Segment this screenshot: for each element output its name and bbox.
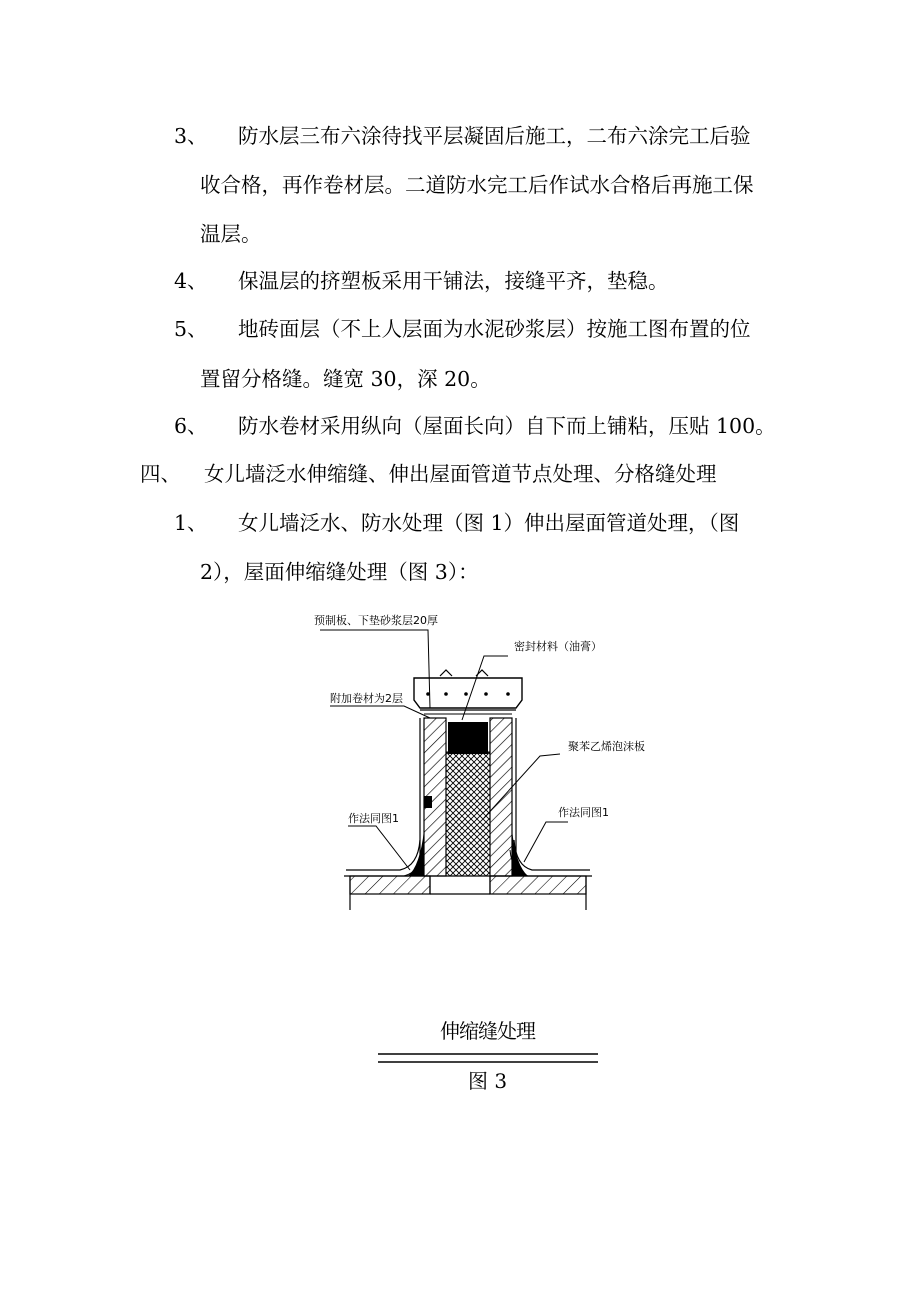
figure-caption: 图 3 [468, 1069, 508, 1093]
section-number: 四、 [140, 462, 181, 486]
item-text-line: 防水层三布六涂待找平层凝固后施工，二布六涂完工后验 [238, 124, 751, 148]
sealant-block [448, 722, 488, 754]
label-same-as-fig1-left: 作法同图1 [348, 812, 399, 825]
item-number: 3、 [174, 124, 208, 148]
figure-title: 伸缩缝处理 [440, 1019, 535, 1043]
right-roof-layer [514, 840, 590, 870]
item-number: 4、 [174, 269, 208, 293]
item-text-line: 防水卷材采用纵向（屋面长向）自下而上铺粘，压贴 100。 [238, 414, 776, 438]
label-same-as-fig1-right: 作法同图1 [558, 806, 609, 819]
item-text-line: 地砖面层（不上人层面为水泥砂浆层）按施工图布置的位 [238, 317, 751, 341]
section-title: 女儿墙泛水伸缩缝、伸出屋面管道节点处理、分格缝处理 [204, 462, 717, 486]
label-foam-board: 聚苯乙烯泡沫板 [568, 740, 645, 753]
right-wall [490, 718, 512, 876]
item-text-line: 温层。 [200, 222, 262, 246]
item-text-line: 收合格，再作卷材层。二道防水完工后作试水合格后再施工保 [200, 173, 754, 197]
right-fillet [512, 830, 528, 876]
item-text-line: 置留分格缝。缝宽 30，深 20。 [200, 367, 491, 391]
item-text-line: 2），屋面伸缩缝处理（图 3）： [200, 560, 479, 584]
left-roof-layer [346, 840, 420, 870]
item-text-line: 女儿墙泛水、防水处理（图 1）伸出屋面管道处理，（图 [238, 511, 740, 535]
item-number: 6、 [174, 414, 208, 438]
roof-slab [344, 876, 592, 910]
left-fillet [408, 830, 424, 876]
item-text-line: 保温层的挤塑板采用干铺法，接缝平齐，垫稳。 [238, 269, 669, 293]
label-sealant: 密封材料（油膏） [514, 640, 602, 653]
label-precast-slab: 预制板、下垫砂浆层20厚 [314, 614, 438, 627]
foam-board [446, 752, 490, 876]
label-extra-roll: 附加卷材为2层 [330, 692, 403, 705]
item-number: 5、 [174, 317, 208, 341]
item-number: 1、 [174, 511, 208, 535]
